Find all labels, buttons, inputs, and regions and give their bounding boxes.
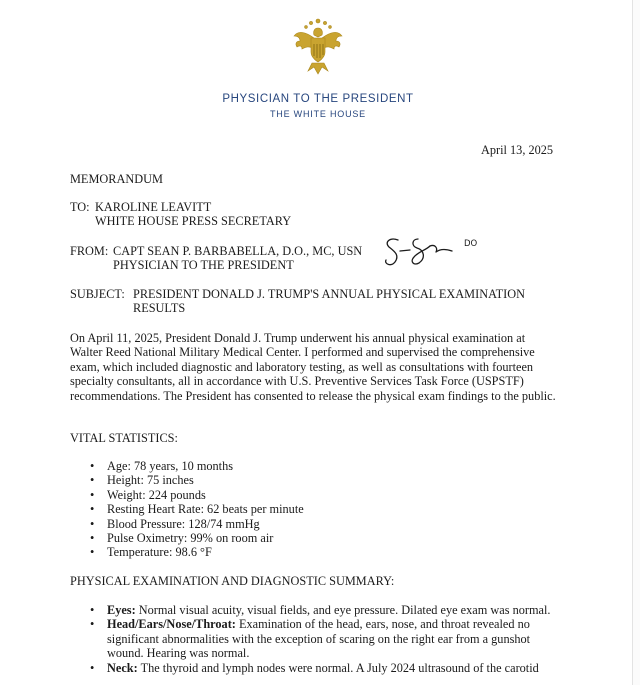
exam-item-label: Neck: (107, 660, 138, 675)
exam-heading: PHYSICAL EXAMINATION AND DIAGNOSTIC SUMMARY: (70, 574, 395, 588)
intro-paragraph: On April 11, 2025, President Donald J. Trump underwent his annual physical examination at Walter Reed National Military Medical Center. I performed and supervised the comprehensive exam, which included diagnostic and laboratory testing, as well as consultations with fourteen specialty consultants, all in accordance with U.S. Preventive Services Task Force (USPSTF) recommendations. The President has consented to release the physical exam findings to the public. (70, 331, 556, 403)
list-item: • Weight: 224 pounds (90, 488, 560, 502)
list-item: • Height: 75 inches (90, 473, 560, 487)
list-item: • Pulse Oximetry: 99% on room air (90, 531, 560, 545)
subject-label: SUBJECT: (70, 287, 125, 301)
office-title: PHYSICIAN TO THE PRESIDENT (222, 93, 414, 105)
exam-item-text: The thyroid and lymph nodes were normal. A July 2024 ultrasound of the carotid (137, 660, 539, 675)
to-label: TO: (70, 200, 90, 214)
from-label: FROM: (70, 244, 109, 258)
list-item: • Resting Heart Rate: 62 beats per minute (90, 502, 560, 516)
subject-line2: RESULTS (133, 301, 186, 315)
list-item (90, 617, 560, 660)
exam-item-label: Eyes: (107, 603, 136, 617)
exam-item-label: Head/Ears/Nose/Throat: (107, 617, 236, 632)
house-title: THE WHITE HOUSE (269, 109, 366, 119)
from-title: PHYSICIAN TO THE PRESIDENT (113, 258, 294, 272)
memo-date: April 13, 2025 (481, 143, 554, 157)
list-item (90, 661, 560, 675)
list-item: • Age: 78 years, 10 months (90, 459, 560, 473)
to-title: WHITE HOUSE PRESS SECRETARY (95, 214, 292, 228)
presidential-seal-icon (292, 16, 344, 76)
signature (380, 232, 485, 272)
list-item (90, 603, 560, 617)
svg-text:DO: DO (464, 239, 478, 249)
exam-item-text: Normal visual acuity, visual fields, and eye pressure. Dilated eye exam was normal. (135, 603, 551, 617)
list-item: • Temperature: 98.6 °F (90, 545, 560, 559)
exam-list (90, 603, 560, 675)
memo-label: MEMORANDUM (70, 172, 163, 186)
exam-item-text: Examination of the head, ears, nose, and throat revealed no significant abnormalities with the exception of scaring on the right ear from a gunshot wound. Hearing was normal. (107, 617, 531, 661)
to-name: KAROLINE LEAVITT (95, 200, 212, 214)
subject-line1: PRESIDENT DONALD J. TRUMP'S ANNUAL PHYSICAL EXAMINATION (133, 287, 525, 301)
vitals-list (90, 459, 560, 560)
vitals-heading: VITAL STATISTICS: (70, 431, 178, 445)
list-item: • Blood Pressure: 128/74 mmHg (90, 517, 560, 531)
from-name: CAPT SEAN P. BARBABELLA, D.O., MC, USN (113, 244, 363, 258)
